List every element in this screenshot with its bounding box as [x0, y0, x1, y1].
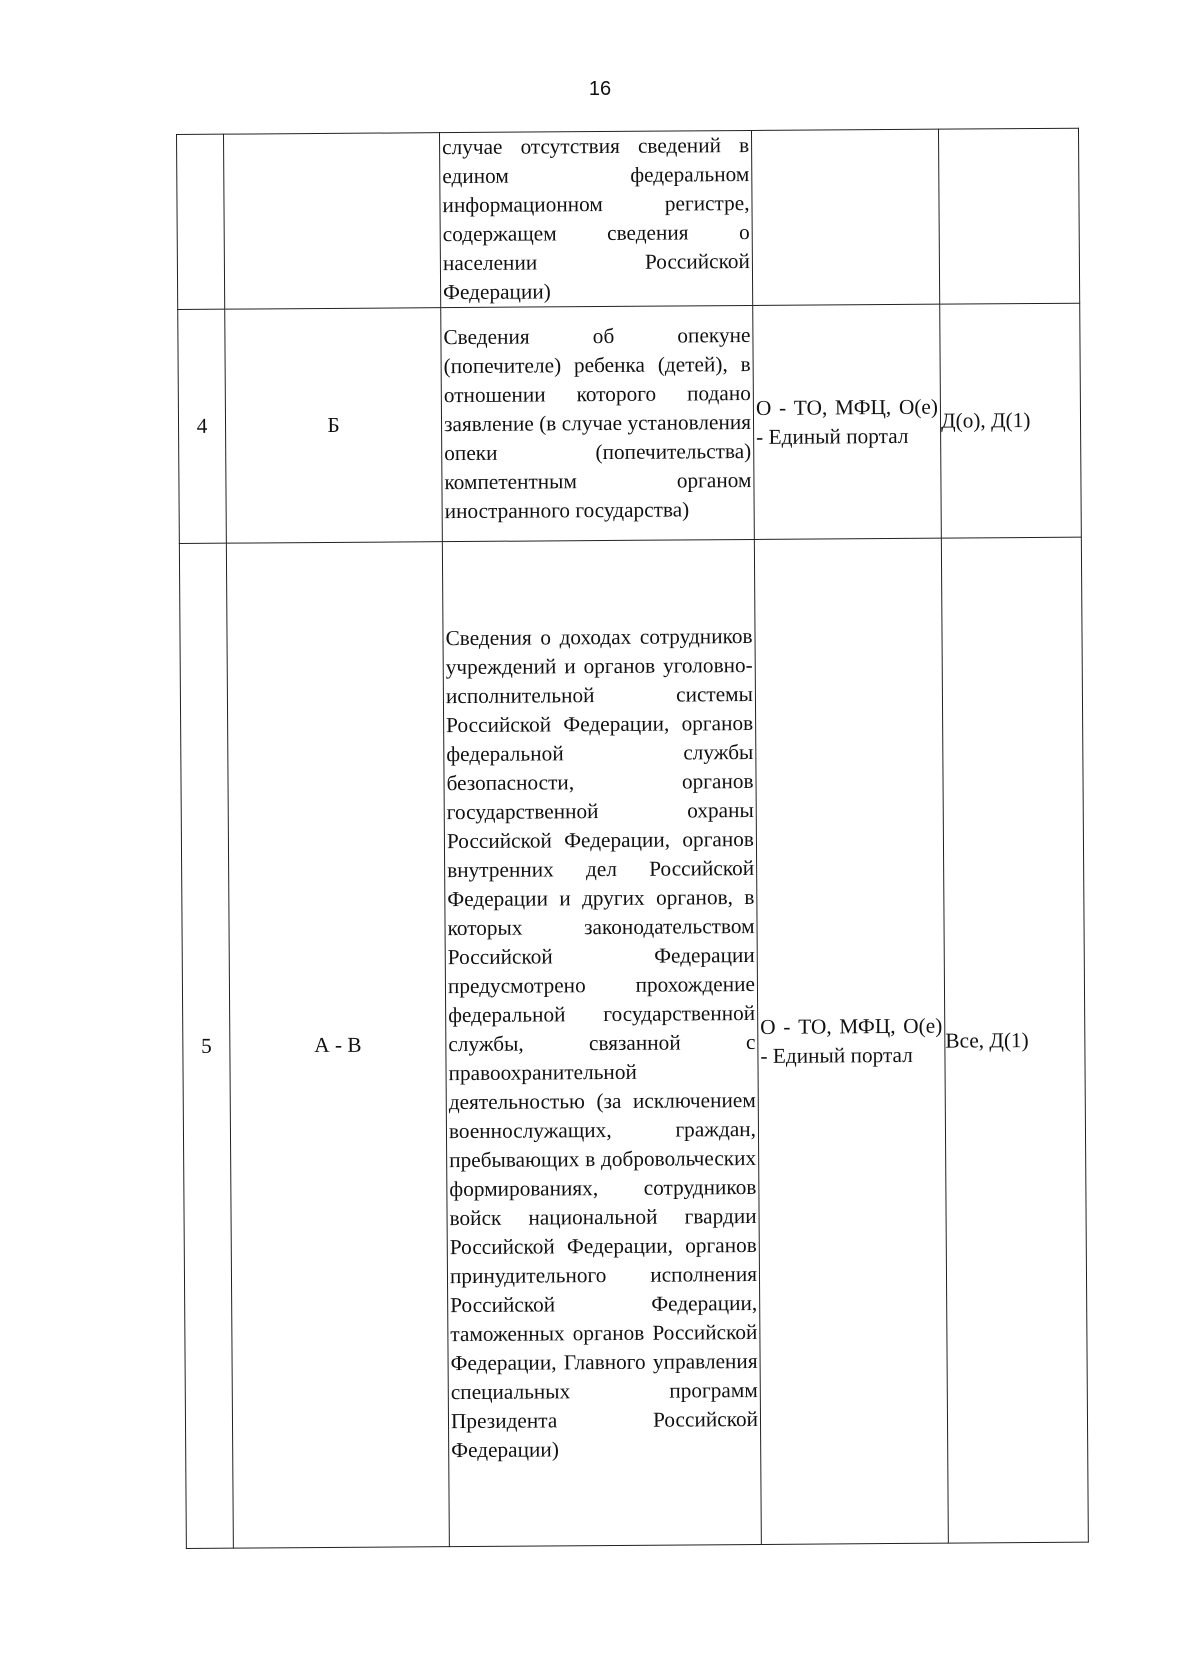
submission-method-text: О - ТО, МФЦ, О(е) - Единый портал — [755, 394, 939, 449]
description-text: Сведения о доходах сотрудников учреждений и органов уголовно-исполнительной системы Российской Федерации, органов федеральной службы безопасности, органов государственной охраны Российской Федерации, органов внутренних дел Российской Федерации и других органов, в которых законодательством Российской Федерации предусмотрено прохождение федеральной государственной службы, связанной с правоохранительной деятельностью (за исключением военнослужащих, граждан, пребывающих в добровольческих формированиях, сотрудников войск национальной гвардии Российской Федерации, органов принудительного исполнения Российской Федерации, таможенных органов Российской Федерации, Главного управления специальных программ Президента Российской Федерации) — [445, 623, 759, 1462]
category-cell — [224, 133, 441, 310]
description-cell — [441, 305, 755, 541]
submission-method-text — [753, 217, 939, 218]
submission-method-cell — [754, 538, 948, 1544]
table-row — [178, 303, 1082, 543]
document-table — [176, 128, 1089, 1549]
submission-method-cell — [753, 304, 942, 539]
submission-method-cell — [751, 129, 939, 305]
table-row — [179, 537, 1088, 1548]
description-text: случае отсутствия сведений в едином федеральном информационном регистре, содержащем сведения о населении Российской Федерации) — [442, 132, 750, 305]
applicants-cell — [938, 128, 1079, 304]
applicants-cell: Все, Д(1) — [941, 537, 1088, 1543]
row-number-cell: 4 — [178, 309, 227, 543]
row-number-cell: 5 — [179, 543, 233, 1548]
table-row — [177, 128, 1080, 309]
category-cell: А - В — [226, 542, 449, 1548]
description-cell — [439, 130, 752, 307]
description-text: Сведения об опекуне (попечителе) ребенка (детей), в отношении которого подано заявление (в случае установления опеки (попечительства) компетентным органом иностранного государства) — [443, 322, 752, 524]
applicants-cell: Д(о), Д(1) — [940, 303, 1082, 538]
submission-method-text: О - ТО, МФЦ, О(е) - Единый портал — [760, 1013, 943, 1068]
description-cell — [442, 539, 761, 1546]
category-cell: Б — [225, 308, 443, 544]
row-number-cell — [177, 134, 225, 309]
page-number: 16 — [588, 78, 612, 100]
